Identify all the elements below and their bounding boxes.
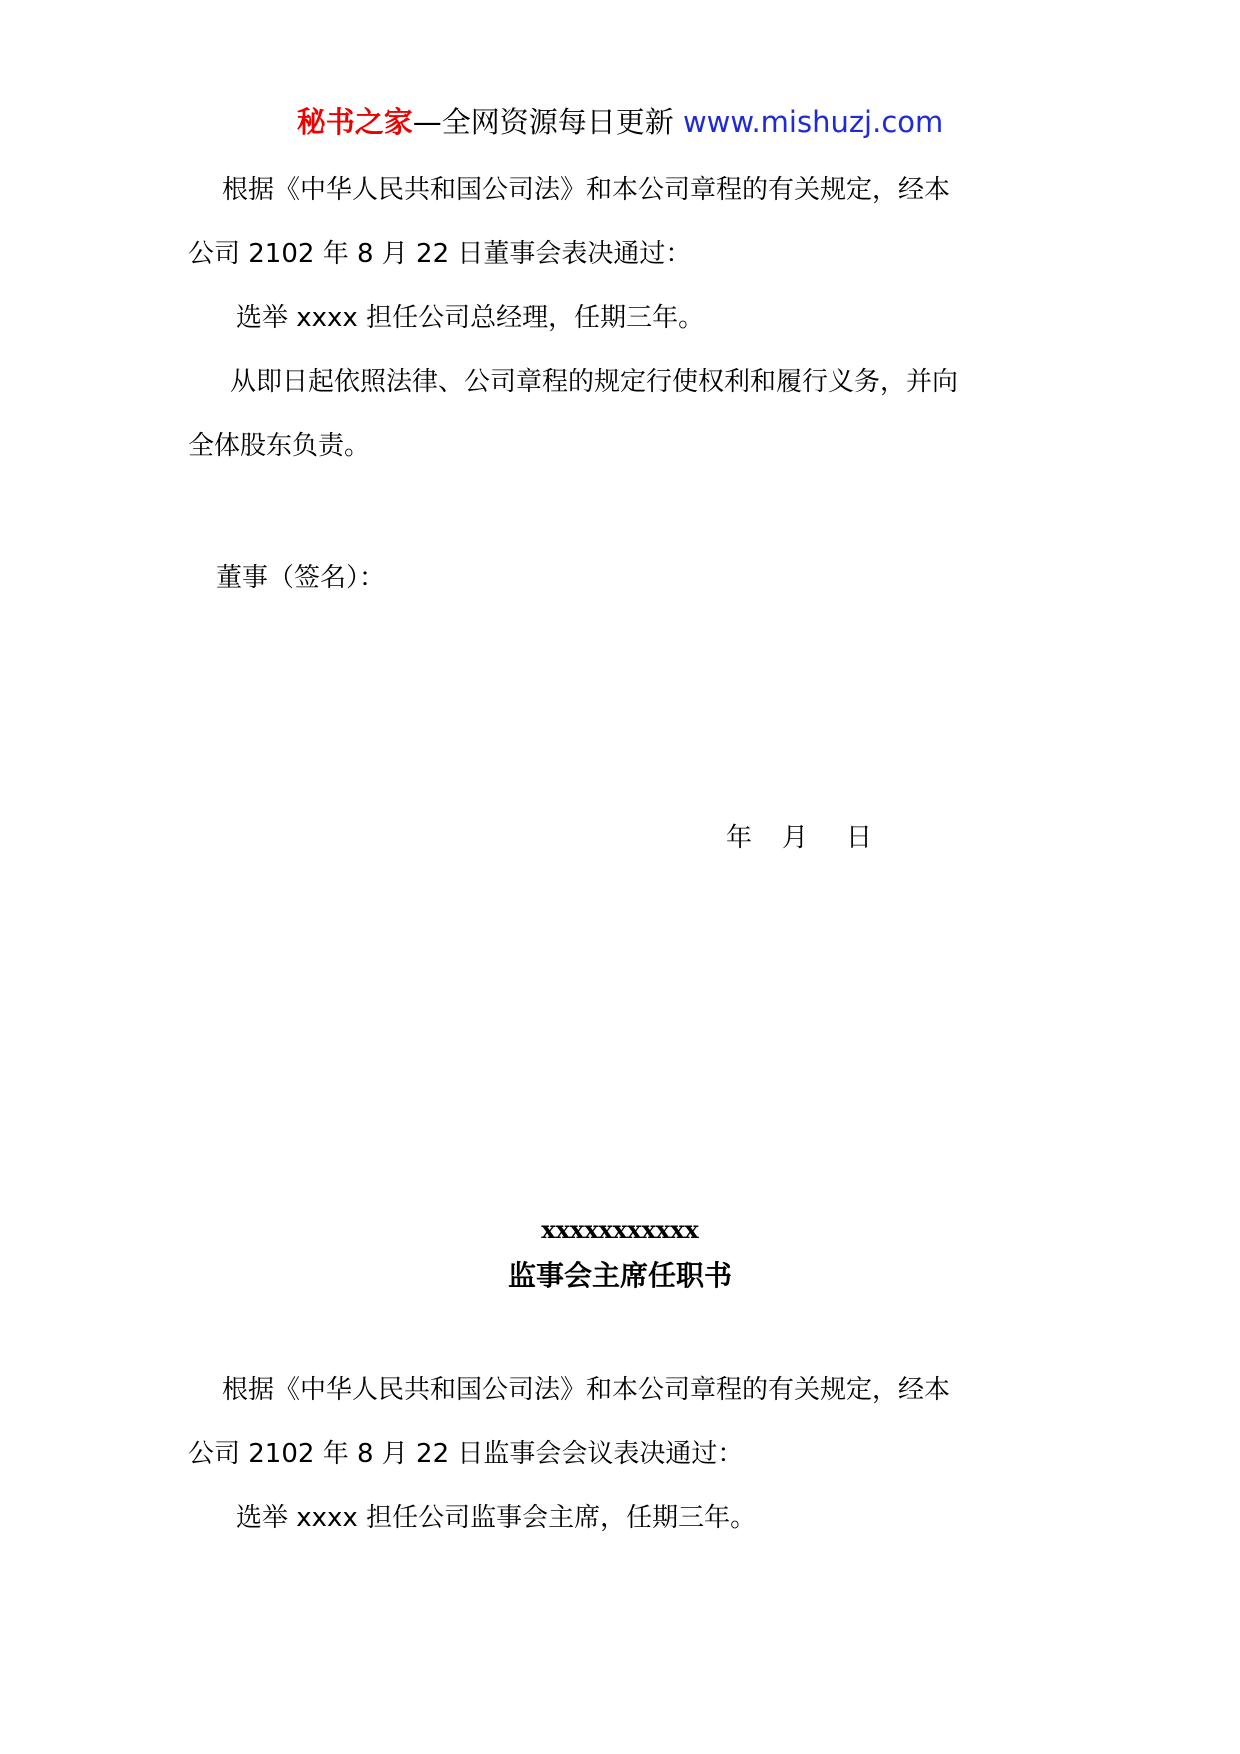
page-header	[0, 104, 1240, 140]
date-month: 月	[782, 823, 809, 853]
date-year: 年	[726, 823, 753, 853]
section2-paragraph1-line1: 根据《中华人民共和国公司法》和本公司章程的有关规定，经本	[222, 1375, 951, 1405]
section1-paragraph3-line1: 从即日起依照法律、公司章程的规定行使权利和履行义务，并向	[230, 367, 959, 397]
header-url-link[interactable]: www.mishuzj.com	[682, 105, 944, 139]
brand-name: 秘书之家	[296, 105, 413, 139]
section1-paragraph2: 选举 xxxx 担任公司总经理，任期三年。	[236, 303, 705, 333]
section1-paragraph3-line2: 全体股东负责。	[188, 431, 371, 461]
section1-paragraph1-line1: 根据《中华人民共和国公司法》和本公司章程的有关规定，经本	[222, 175, 951, 205]
signature-label: 董事（签名）：	[216, 563, 386, 593]
section1-paragraph1-line2: 公司 2102 年 8 月 22 日董事会表决通过：	[188, 239, 692, 269]
company-name: xxxxxxxxxxx	[541, 1215, 699, 1244]
section2-paragraph1-line2: 公司 2102 年 8 月 22 日监事会会议表决通过：	[188, 1439, 744, 1469]
document-title: 监事会主席任职书	[507, 1259, 732, 1292]
section2-paragraph2: 选举 xxxx 担任公司监事会主席，任期三年。	[236, 1503, 757, 1533]
date-day: 日	[846, 823, 873, 853]
header-tagline: —全网资源每日更新	[412, 105, 683, 139]
